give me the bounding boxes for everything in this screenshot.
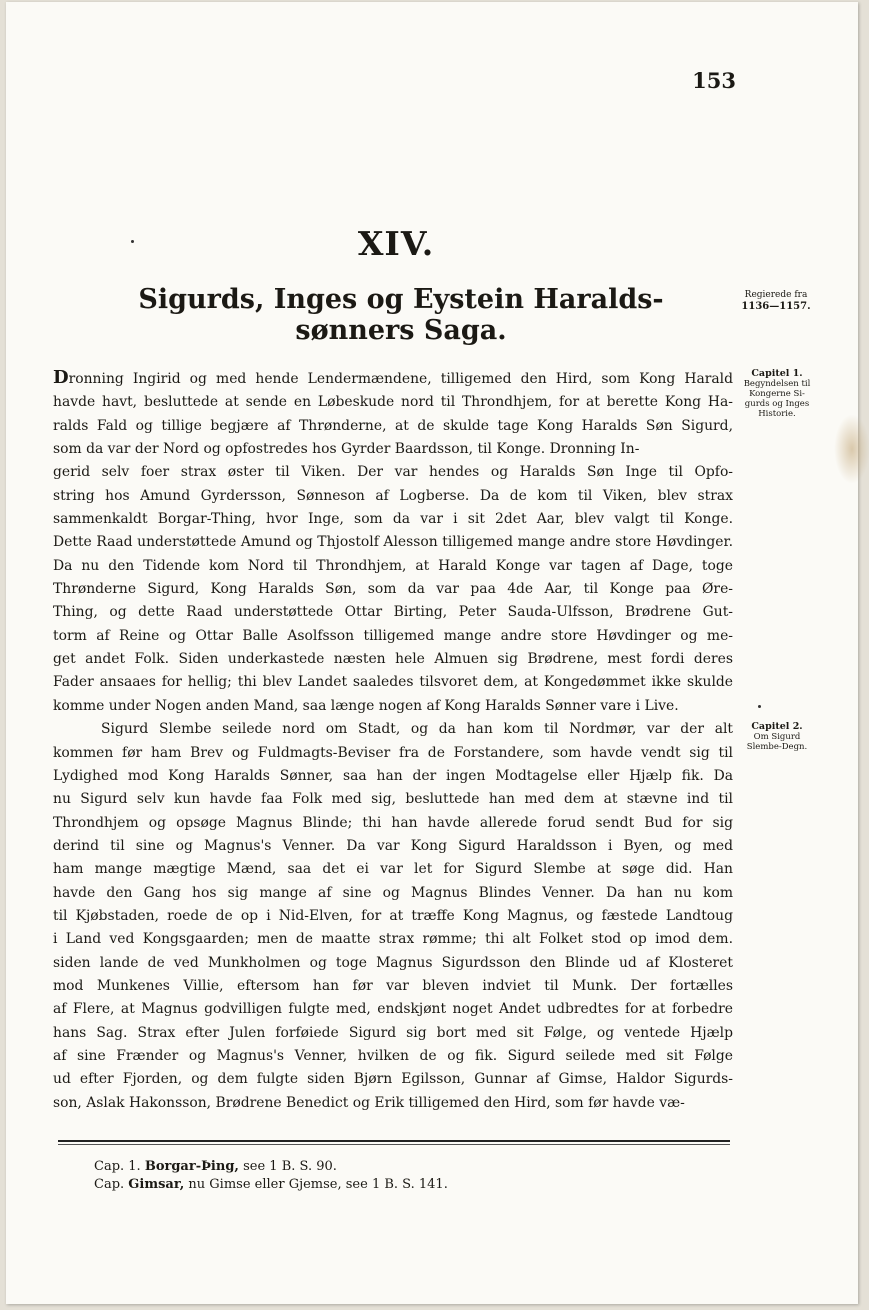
- footnote-term: Borgar-Þing,: [144, 1159, 239, 1174]
- book-page: [6, 2, 858, 1304]
- text-line: ham mange mægtige Mænd, saa det ei var let for Sigurd Slembe at søge did. Han: [53, 861, 733, 878]
- initial-letter: D: [53, 367, 69, 388]
- saga-title-line-2: sønners Saga.: [295, 315, 507, 346]
- text-line: Thing, og dette Raad understøttede Ottar Birting, Peter Sauda-Ulfsson, Brødrene Gut-: [53, 604, 733, 621]
- footnote-key: Cap.: [94, 1177, 125, 1192]
- ink-speck: [758, 705, 761, 708]
- margin-note-head: Capitel 2.: [751, 721, 803, 732]
- text-line: hans Sag. Strax efter Julen forføiede Sigurd sig bort med sit Følge, og ventede Hjælp: [53, 1024, 733, 1041]
- text-line: derind til sine og Magnus's Venner. Da var Kong Sigurd Haraldsson i Byen, og med: [53, 837, 733, 854]
- margin-note-head: Capitel 1.: [751, 368, 803, 379]
- paper-stain: [834, 414, 869, 484]
- text-line: som da var der Nord og opfostredes hos Gyrder Baardsson, til Konge. Dronning In-: [53, 441, 640, 458]
- text-line: gerid selv foer strax øster til Viken. Der var hendes og Haralds Søn Inge til Opfo-: [53, 464, 733, 481]
- footnote-rule: [58, 1140, 730, 1142]
- margin-note-line: gurds og Inges: [744, 399, 810, 409]
- text-line: nu Sigurd selv kun havde faa Folk med sig, besluttede han med dem at stævne ind til: [53, 791, 733, 808]
- margin-note-line: Begyndelsen til: [743, 379, 811, 389]
- text-line: mod Munkenes Villie, eftersom han før var bleven indviet til Munk. Der fortælles: [53, 977, 733, 994]
- text-line: ralds Fald og tillige begjære af Thrønderne, at de skulde tage Kong Haralds Søn Sigurd,: [53, 417, 733, 434]
- ink-speck: [131, 240, 134, 243]
- margin-note-line: Om Sigurd: [753, 732, 801, 742]
- saga-title: [106, 284, 696, 346]
- text-line: son, Aslak Hakonsson, Brødrene Benedict og Erik tilligemed den Hird, som før havde væ-: [53, 1094, 685, 1111]
- text-line: siden lande de ved Munkholmen og toge Magnus Sigurdsson den Blinde ud af Klosteret: [53, 954, 733, 971]
- text-line: Dronning Ingirid og med hende Lendermændene, tilligemed den Hird, som Kong Harald: [53, 367, 733, 388]
- margin-note-chapter-2: [728, 722, 826, 752]
- saga-title-line-1: Sigurds, Inges og Eystein Haralds-: [138, 284, 664, 315]
- text-line: sammenkaldt Borgar-Thing, hvor Inge, som da var i sit 2det Aar, blev valgt til Konge.: [53, 511, 733, 528]
- text-line: af sine Frænder og Magnus's Venner, hvilken de og fik. Sigurd seilede med sit Følge: [53, 1047, 733, 1064]
- text-line: Throndhjem og opsøge Magnus Blinde; thi han havde allerede forud sendt Bud for sig: [53, 814, 733, 831]
- text-line: i Land ved Kongsgaarden; men de maatte strax rømme; thi alt Folket stod op imod dem.: [53, 931, 733, 948]
- margin-note-line: Slembe-Degn.: [746, 742, 808, 752]
- text-line: Da nu den Tidende kom Nord til Throndhjem, at Harald Konge var tagen af Dage, toge: [53, 557, 733, 574]
- text-line: torm af Reine og Ottar Balle Asolfsson tilligemed mange andre store Høvdinger og me-: [53, 627, 733, 644]
- footnote-text: nu Gimse eller Gjemse, see 1 B. S. 141.: [188, 1177, 448, 1192]
- text-line: Fader ansaaes for hellig; thi blev Landet saaledes tilsvoret dem, at Kongedømmet ikke skulde: [53, 674, 733, 691]
- footnote-rule-thin: [58, 1144, 730, 1145]
- footnote-line: [94, 1176, 724, 1194]
- margin-note-chapter-1: [728, 369, 826, 419]
- text-line: Thrønderne Sigurd, Kong Haralds Søn, som da var paa 4de Aar, til Konge paa Øre-: [53, 581, 733, 598]
- footnote-text: see 1 B. S. 90.: [243, 1159, 337, 1174]
- page-number: 153: [692, 68, 736, 93]
- chapter-number: XIV.: [357, 224, 435, 263]
- footnote-line: [94, 1158, 724, 1176]
- text-line: Sigurd Slembe seilede nord om Stadt, og da han kom til Nordmør, var der alt: [101, 721, 733, 738]
- margin-note-line: Kongerne Si-: [749, 389, 805, 399]
- footnotes: [94, 1158, 724, 1194]
- text-line: komme under Nogen anden Mand, saa længe nogen af Kong Haralds Sønner vare i Live.: [53, 697, 679, 714]
- text-line: string hos Amund Gyrdersson, Sønneson af Logberse. Da de kom til Viken, blev strax: [53, 487, 733, 504]
- text-line: af Flere, at Magnus godvilligen fulgte med, endskjønt noget Andet udbredtes for at forbedre: [53, 1001, 733, 1018]
- text-line: ud efter Fjorden, og dem fulgte siden Bjørn Egilsson, Gunnar af Gimse, Haldor Sigurds-: [53, 1071, 733, 1088]
- reign-note-label: Regierede fra: [744, 290, 808, 300]
- margin-note-line: Historie.: [758, 409, 796, 419]
- reign-note-years: 1136—1157.: [741, 301, 811, 312]
- text-line: get andet Folk. Siden underkastede næsten hele Almuen sig Brødrene, mest fordi deres: [53, 651, 733, 668]
- text-line: havde den Gang hos sig mange af sine og Magnus Blindes Venner. Da han nu kom: [53, 884, 733, 901]
- reign-margin-note: [726, 290, 826, 312]
- text-line: kommen før ham Brev og Fuldmagts-Beviser fra de Forstandere, som havde vendt sig til: [53, 744, 733, 761]
- text-line: Lydighed mod Kong Haralds Sønner, saa han der ingen Modtagelse eller Hjælp fik. Da: [53, 767, 733, 784]
- text-line: Dette Raad understøttede Amund og Thjostolf Alesson tilligemed mange andre store Høvdinger.: [53, 534, 733, 551]
- footnote-key: Cap. 1.: [94, 1159, 141, 1174]
- text-line: havde havt, besluttede at sende en Løbeskude nord til Throndhjem, for at berette Kong Ha-: [53, 394, 733, 411]
- saga-body-text: [53, 366, 733, 1115]
- text-line: til Kjøbstaden, roede de op i Nid-Elven, for at træffe Kong Magnus, og fæstede Landtoug: [53, 907, 733, 924]
- footnote-term: Gimsar,: [128, 1177, 185, 1192]
